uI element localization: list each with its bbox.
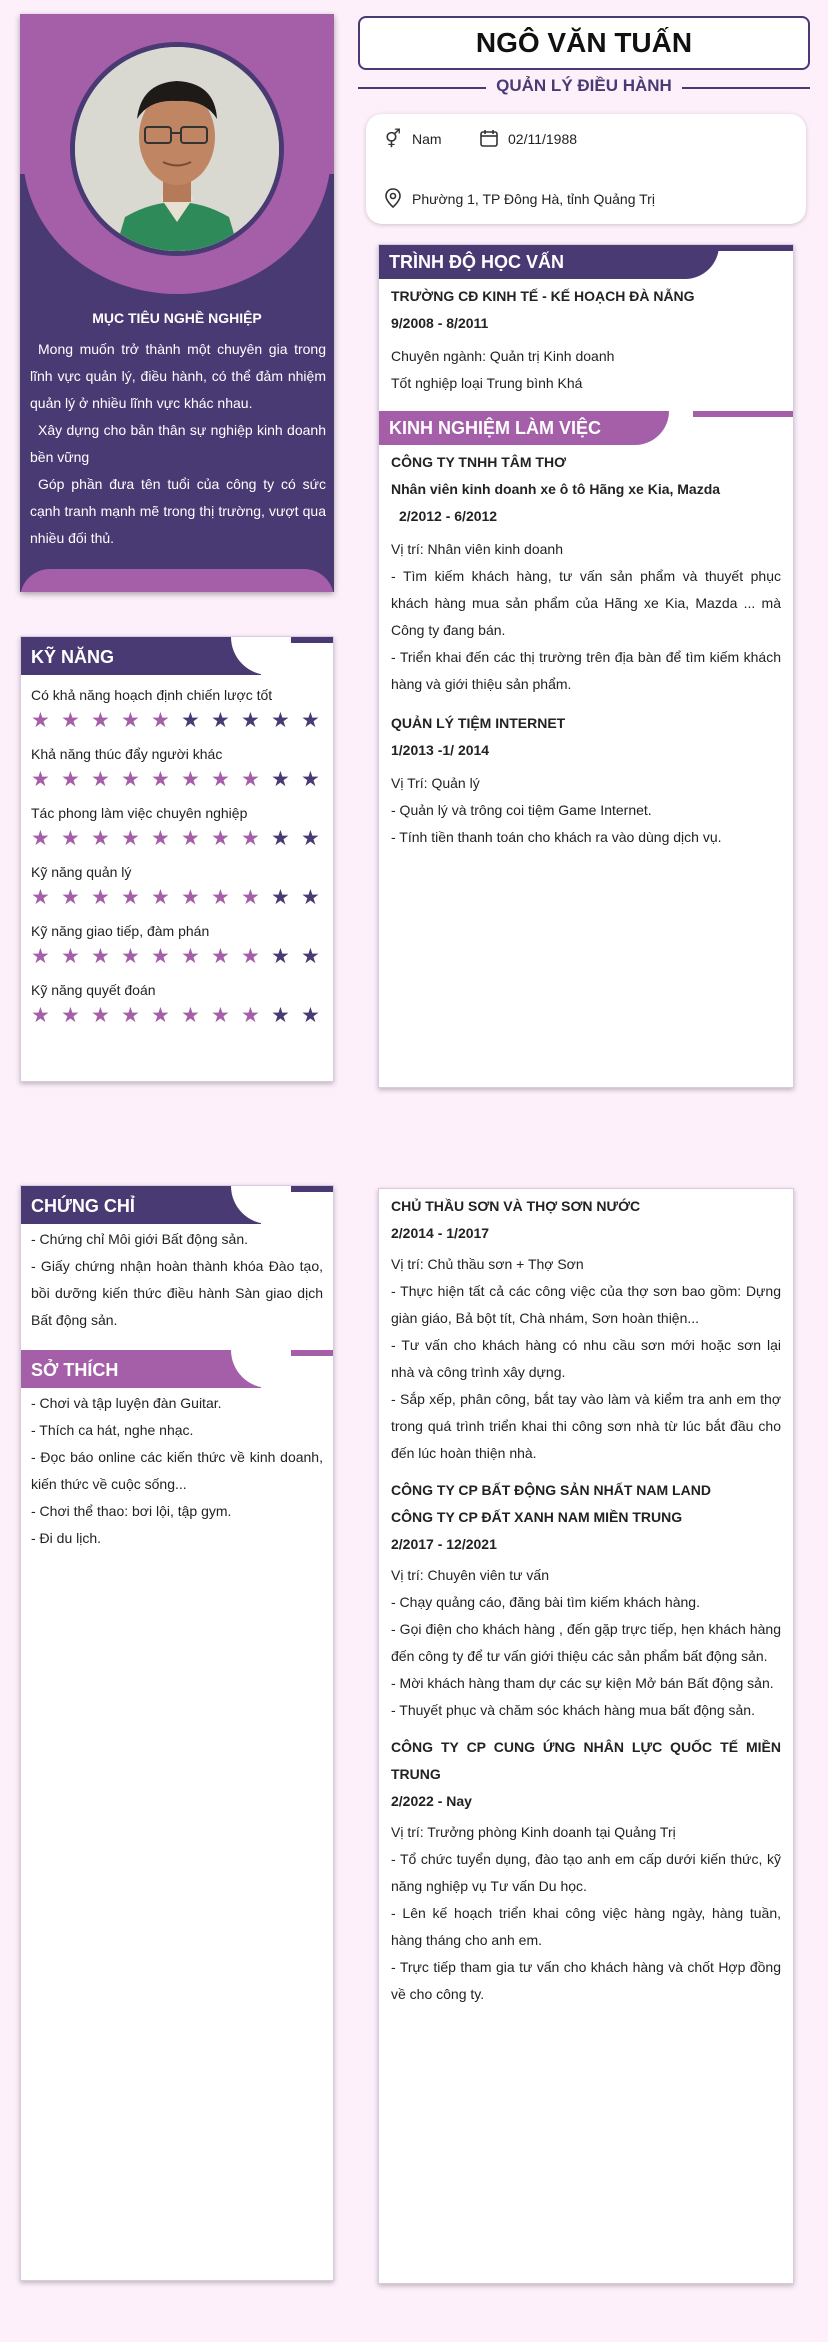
job-company: QUẢN LÝ TIỆM INTERNET (391, 715, 566, 731)
job-position: Vị trí: Nhân viên kinh doanh (391, 541, 563, 557)
skill-name: Kỹ năng quản lý (31, 864, 132, 880)
skill-item (21, 864, 333, 911)
objective-title: MỤC TIÊU NGHỀ NGHIỆP (92, 310, 262, 326)
skill-item (21, 923, 333, 970)
gender-value: Nam (412, 131, 442, 147)
star-icon: ★ (271, 709, 290, 732)
star-icon: ★ (211, 827, 230, 850)
skill-name: Kỹ năng giao tiếp, đàm phán (31, 923, 210, 939)
star-icon: ★ (31, 768, 50, 791)
skill-name: Có khả năng hoạch định chiến lược tốt (31, 687, 273, 703)
star-icon: ★ (121, 945, 140, 968)
star-icon: ★ (31, 886, 50, 909)
job-period: 2/2017 - 12/2021 (391, 1536, 497, 1552)
hobby-item: - Chơi và tập luyện đàn Guitar. (31, 1395, 222, 1411)
star-icon: ★ (151, 709, 170, 732)
job-period: 1/2013 -1/ 2014 (391, 742, 490, 758)
skill-item (21, 805, 333, 852)
star-icon: ★ (61, 709, 80, 732)
job-duty: - Gọi điện cho khách hàng , đến gặp trực tiếp, hẹn khách hàng đến công ty để tư vấn giới thiệu các sản phẩm bất động sản. (391, 1621, 781, 1664)
skill-name: Kỹ năng quyết đoán (31, 982, 156, 998)
star-icon: ★ (31, 827, 50, 850)
job-duty: - Quản lý và trông coi tiệm Game Internet. (391, 802, 652, 818)
star-icon: ★ (91, 1004, 110, 1027)
hobbies-title: SỞ THÍCH (31, 1360, 119, 1380)
certificate-item: - Chứng chỉ Môi giới Bất động sản. (31, 1231, 248, 1247)
objective-paragraph: Xây dựng cho bản thân sự nghiệp kinh doanh bền vững (30, 422, 326, 465)
education-title: TRÌNH ĐỘ HỌC VẤN (389, 252, 564, 272)
star-icon: ★ (151, 827, 170, 850)
skills-section (20, 636, 334, 1082)
objective-paragraph: Góp phần đưa tên tuổi của công ty có sức cạnh tranh mạnh mẽ trong thị trường, vượt qua nhiều đối thủ. (30, 476, 326, 546)
star-icon: ★ (61, 886, 80, 909)
skill-rating (31, 885, 333, 911)
job-company: CÔNG TY TNHH TÂM THƠ (391, 454, 567, 470)
star-icon: ★ (151, 886, 170, 909)
calendar-icon (478, 128, 500, 150)
hobby-item: - Thích ca hát, nghe nhạc. (31, 1422, 194, 1438)
job-duty: - Trực tiếp tham gia tư vấn cho khách hàng và chốt Hợp đồng về cho công ty. (391, 1959, 781, 2002)
address-value: Phường 1, TP Đông Hà, tỉnh Quảng Trị (412, 191, 655, 207)
job-duty: - Tính tiền thanh toán cho khách ra vào dùng dịch vụ. (391, 829, 722, 845)
job-duty: - Mời khách hàng tham dự các sự kiện Mở bán Bất động sản. (391, 1675, 774, 1691)
cv-page-1 (0, 0, 828, 1165)
skill-name: Khả năng thúc đẩy người khác (31, 746, 223, 762)
role-title: QUẢN LÝ ĐIỀU HÀNH (486, 76, 682, 95)
skill-rating (31, 944, 333, 970)
star-icon: ★ (211, 1004, 230, 1027)
job-position: Vị trí: Chuyên viên tư vấn (391, 1567, 549, 1583)
star-icon: ★ (271, 886, 290, 909)
job-company: CÔNG TY CP CUNG ỨNG NHÂN LỰC QUỐC TẾ MIỀN TRUNG (391, 1739, 781, 1782)
star-icon: ★ (301, 945, 320, 968)
job-period: 2/2022 - Nay (391, 1793, 472, 1809)
star-icon: ★ (241, 1004, 260, 1027)
objective-text (30, 336, 326, 552)
gender-icon: ⚥ (384, 129, 402, 149)
skill-item (21, 982, 333, 1029)
star-icon: ★ (121, 1004, 140, 1027)
star-icon: ★ (181, 945, 200, 968)
education-period: 9/2008 - 8/2011 (391, 315, 489, 331)
star-icon: ★ (91, 768, 110, 791)
job-duty: - Thuyết phục và chăm sóc khách hàng mua bất động sản. (391, 1702, 755, 1718)
skill-name: Tác phong làm việc chuyên nghiệp (31, 805, 248, 821)
star-icon: ★ (301, 768, 320, 791)
star-icon: ★ (61, 768, 80, 791)
job-duty: - Triển khai đến các thị trường trên địa bàn để tìm kiếm khách hàng và giới thiệu sản phẩm. (391, 649, 781, 692)
star-icon: ★ (241, 945, 260, 968)
objective-paragraph: Mong muốn trở thành một chuyên gia trong lĩnh vực quản lý, điều hành, có thể đảm nhiệm quản lý ở nhiều lĩnh vực khác nhau. (30, 341, 326, 411)
star-icon: ★ (61, 1004, 80, 1027)
experience-title: KINH NGHIỆM LÀM VIỆC (389, 418, 602, 438)
skill-rating (31, 708, 333, 734)
star-icon: ★ (121, 827, 140, 850)
job-period: 2/2012 - 6/2012 (399, 508, 498, 524)
job-duty: - Tổ chức tuyển dụng, đào tạo anh em cấp dưới kiến thức, kỹ năng nghiệp vụ Tư vấn Du học. (391, 1851, 781, 1894)
birthday-value: 02/11/1988 (508, 131, 578, 147)
star-icon: ★ (211, 886, 230, 909)
star-icon: ★ (181, 768, 200, 791)
profile-card (20, 14, 334, 592)
star-icon: ★ (151, 945, 170, 968)
star-icon: ★ (91, 709, 110, 732)
avatar (75, 47, 279, 251)
education-major: Chuyên ngành: Quản trị Kinh doanh (391, 348, 615, 364)
star-icon: ★ (241, 886, 260, 909)
skill-item (21, 687, 333, 734)
star-icon: ★ (301, 1004, 320, 1027)
contact-card (366, 114, 806, 224)
star-icon: ★ (151, 768, 170, 791)
star-icon: ★ (121, 886, 140, 909)
education-grade: Tốt nghiệp loại Trung bình Khá (391, 375, 583, 391)
star-icon: ★ (151, 1004, 170, 1027)
star-icon: ★ (181, 1004, 200, 1027)
star-icon: ★ (271, 945, 290, 968)
star-icon: ★ (181, 827, 200, 850)
star-icon: ★ (181, 886, 200, 909)
star-icon: ★ (121, 709, 140, 732)
skills-title: KỸ NĂNG (31, 647, 115, 667)
star-icon: ★ (211, 768, 230, 791)
star-icon: ★ (241, 827, 260, 850)
star-icon: ★ (61, 945, 80, 968)
job-duty: - Sắp xếp, phân công, bắt tay vào làm và kiểm tra anh em thợ trong quá trình triển khai thi công sơn nhà từ lúc bắt đầu cho đến lúc hoàn thiện nhà. (391, 1391, 781, 1461)
experience-continued-section (378, 1188, 794, 2284)
star-icon: ★ (241, 709, 260, 732)
job-duty: - Tìm kiếm khách hàng, tư vấn sản phẩm và thuyết phục khách hàng mua sản phẩm của Hãng xe Kia, Mazda ... mà Công ty đang bán. (391, 568, 781, 638)
job-period: 2/2014 - 1/2017 (391, 1225, 490, 1241)
star-icon: ★ (301, 709, 320, 732)
skills-list (21, 687, 333, 1029)
job-position: Vị Trí: Quản lý (391, 775, 480, 791)
candidate-name: NGÔ VĂN TUẤN (358, 16, 810, 70)
skill-item (21, 746, 333, 793)
star-icon: ★ (91, 827, 110, 850)
job-position: Vị trí: Trưởng phòng Kinh doanh tại Quảng Trị (391, 1824, 676, 1840)
skill-rating (31, 1003, 333, 1029)
job-position: Vị trí: Chủ thầu sơn + Thợ Sơn (391, 1256, 584, 1272)
star-icon: ★ (271, 768, 290, 791)
star-icon: ★ (31, 709, 50, 732)
role-heading (358, 76, 810, 98)
star-icon: ★ (301, 827, 320, 850)
star-icon: ★ (61, 827, 80, 850)
star-icon: ★ (31, 945, 50, 968)
job-duty: - Lên kế hoạch triển khai công việc hàng ngày, hàng tuần, hàng tháng cho anh em. (391, 1905, 781, 1948)
job-company-secondary: CÔNG TY CP ĐẤT XANH NAM MIỀN TRUNG (391, 1509, 683, 1525)
job-company: CHỦ THẦU SƠN VÀ THỢ SƠN NƯỚC (391, 1198, 641, 1214)
star-icon: ★ (91, 945, 110, 968)
star-icon: ★ (271, 827, 290, 850)
job-duty: - Thực hiện tất cả các công việc của thợ sơn bao gồm: Dựng giàn giáo, Bả bột tít, Chà nhám, Sơn hoàn thiện... (391, 1283, 781, 1326)
hobby-item: - Chơi thể thao: bơi lội, tập gym. (31, 1503, 232, 1519)
skill-rating (31, 826, 333, 852)
job-duty: - Chạy quảng cáo, đăng bài tìm kiếm khách hàng. (391, 1594, 700, 1610)
star-icon: ★ (181, 709, 200, 732)
star-icon: ★ (241, 768, 260, 791)
star-icon: ★ (271, 1004, 290, 1027)
job-duty: - Tư vấn cho khách hàng có nhu cầu sơn mới hoặc sơn lại nhà và công trình xây dựng. (391, 1337, 781, 1380)
star-icon: ★ (91, 886, 110, 909)
hobby-item: - Đọc báo online các kiến thức về kinh doanh, kiến thức về cuộc sống... (31, 1449, 323, 1492)
location-pin-icon (382, 188, 404, 210)
school-name: TRƯỜNG CĐ KINH TẾ - KẾ HOẠCH ĐÀ NẴNG (391, 288, 695, 304)
star-icon: ★ (211, 709, 230, 732)
hobby-item: - Đi du lịch. (31, 1530, 102, 1546)
education-experience-section (378, 244, 794, 1088)
job-subtitle: Nhân viên kinh doanh xe ô tô Hãng xe Kia, Mazda (391, 481, 721, 497)
star-icon: ★ (31, 1004, 50, 1027)
job-company: CÔNG TY CP BẤT ĐỘNG SẢN NHẤT NAM LAND (391, 1482, 711, 1498)
certificate-item: - Giấy chứng nhận hoàn thành khóa Đào tạo, bồi dưỡng kiến thức điều hành Sàn giao dịch Bất động sản. (31, 1258, 323, 1328)
certificates-hobbies-section (20, 1185, 334, 2281)
star-icon: ★ (211, 945, 230, 968)
skill-rating (31, 767, 333, 793)
star-icon: ★ (121, 768, 140, 791)
star-icon: ★ (301, 886, 320, 909)
certificates-title: CHỨNG CHỈ (31, 1196, 135, 1216)
